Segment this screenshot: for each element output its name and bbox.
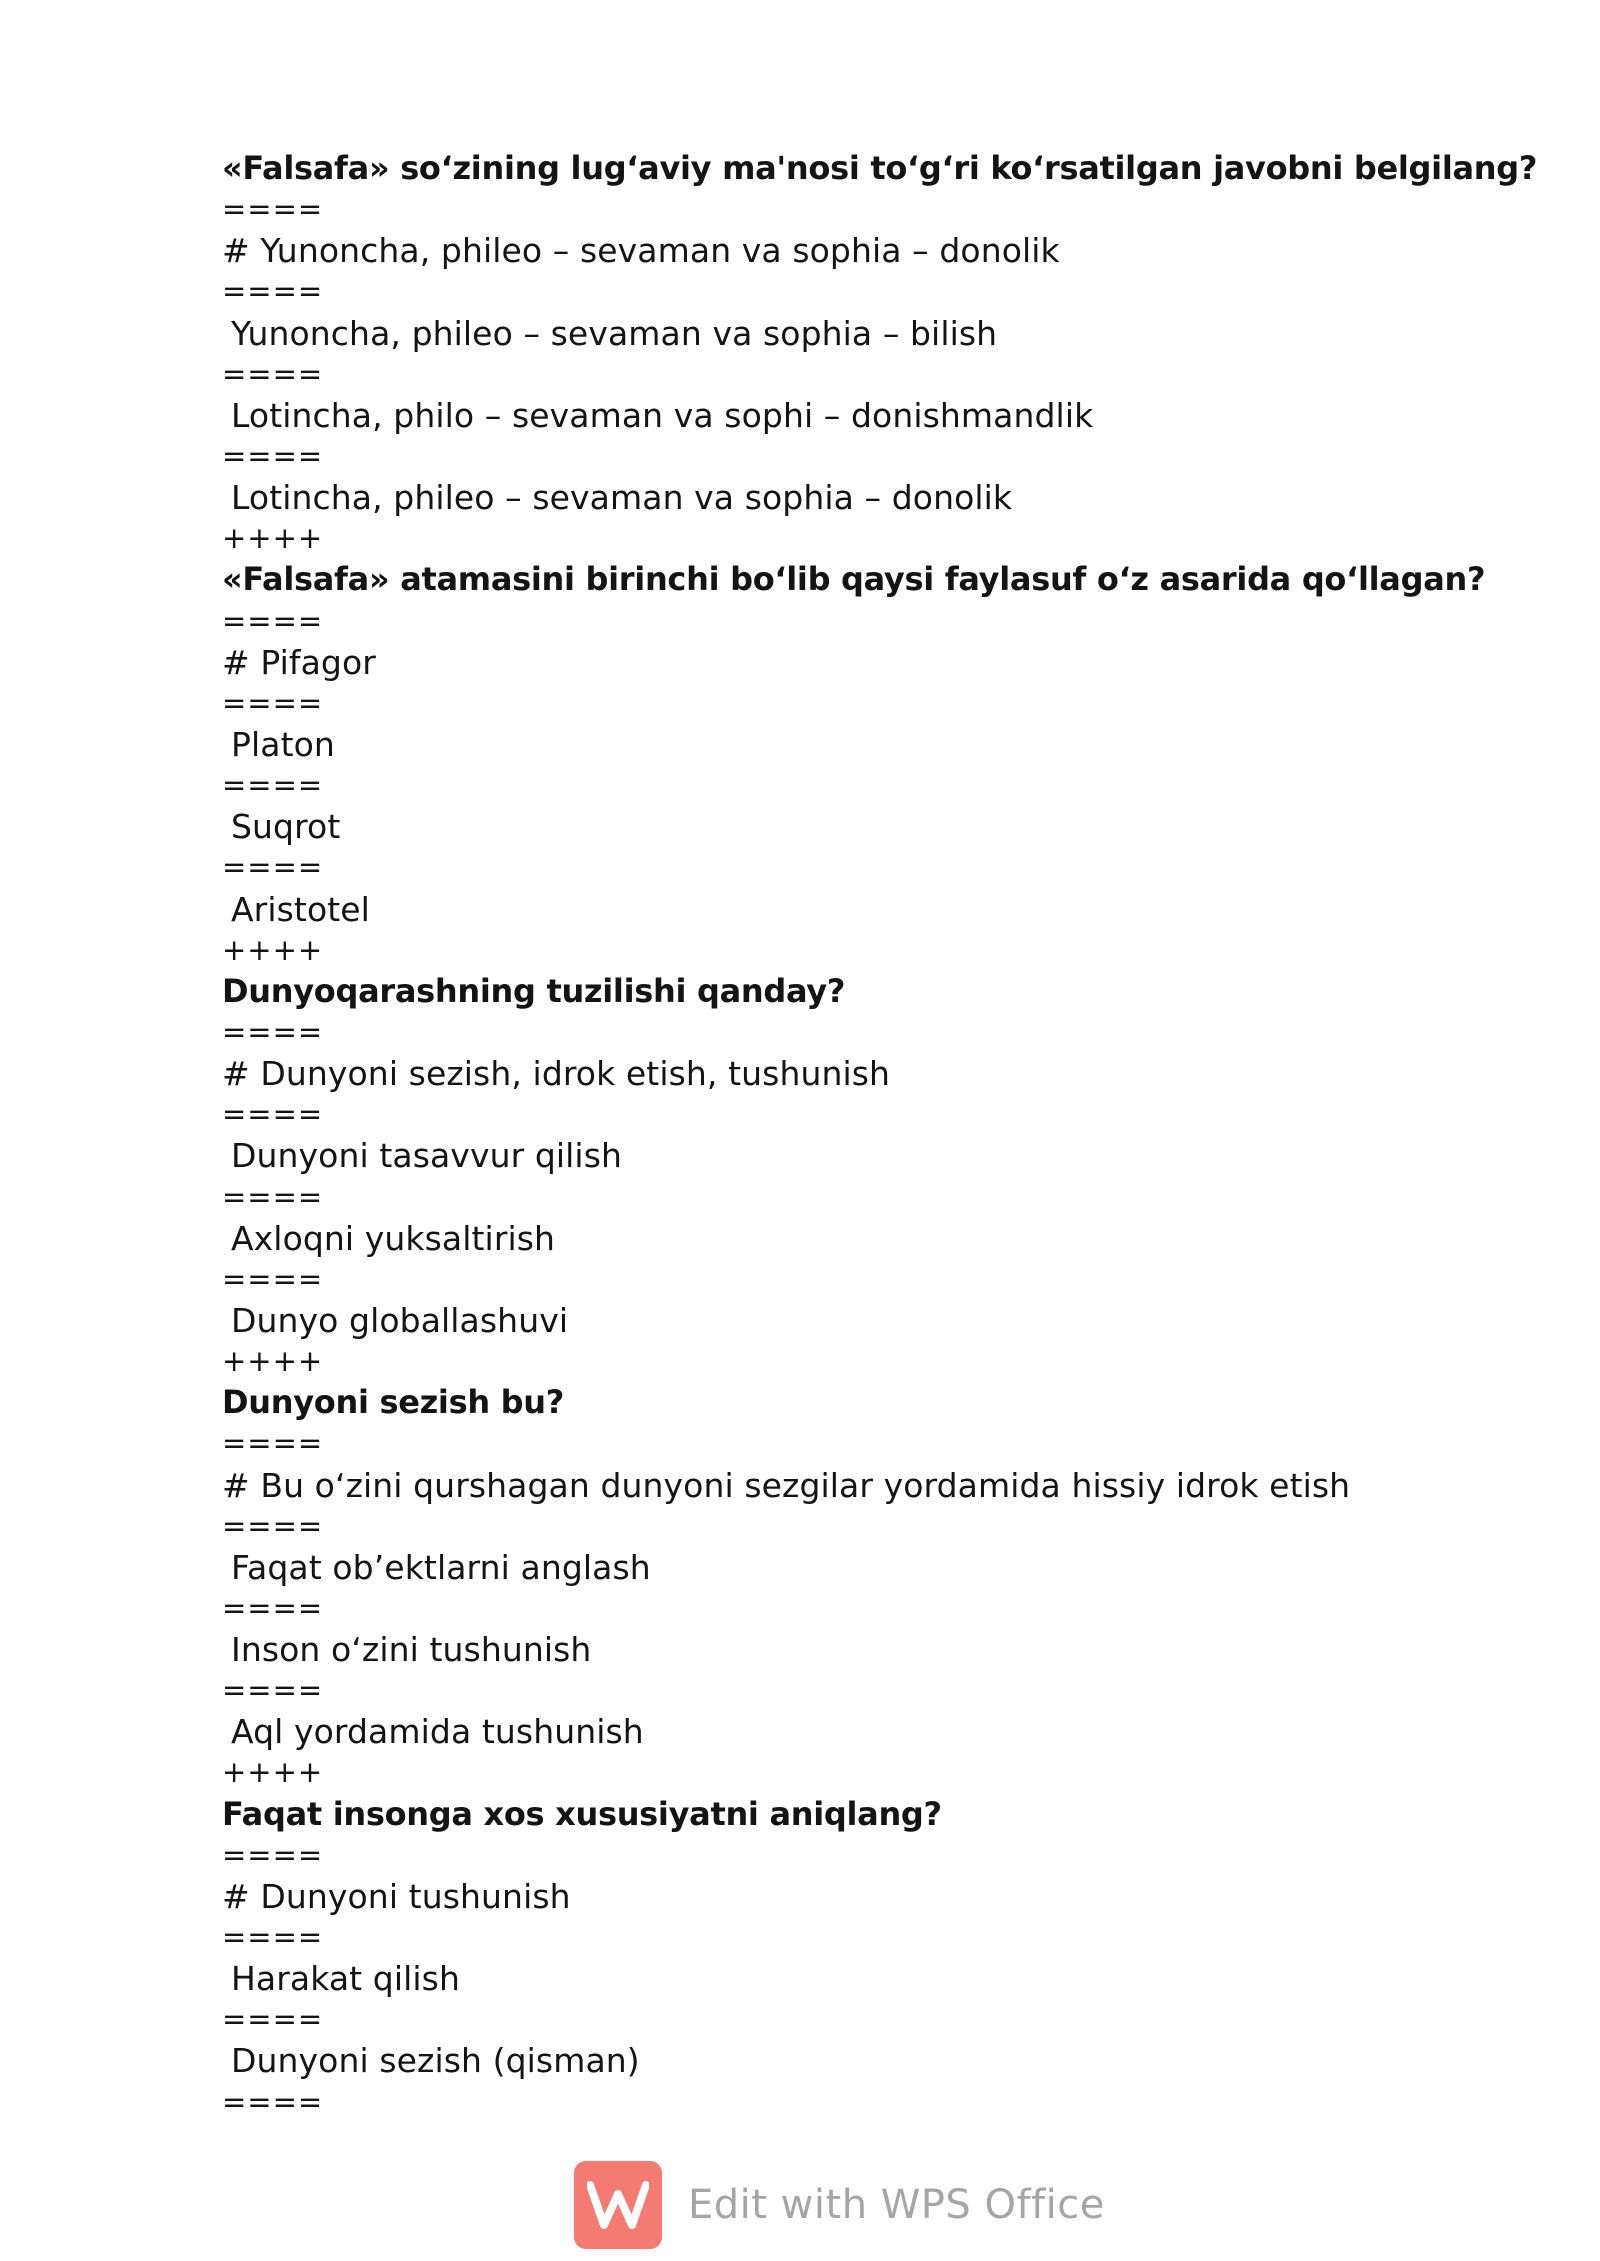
answer-separator: ==== xyxy=(222,2002,324,2037)
answer-option: Suqrot xyxy=(231,807,341,847)
answer-separator: ==== xyxy=(222,438,324,473)
answer-separator: ==== xyxy=(222,1920,324,1955)
correct-answer: # Pifagor xyxy=(222,642,376,682)
question-text: Faqat insonga xos xususiyatni aniqlang? xyxy=(222,1794,942,1833)
answer-separator: ==== xyxy=(222,1673,324,1708)
answer-option: Axloqni yuksaltirish xyxy=(231,1218,556,1258)
correct-answer: # Yunoncha, phileo – sevaman va sophia – donolik xyxy=(222,231,1060,271)
question-text: «Falsafa» atamasini birinchi bo‘lib qaysi faylasuf o‘z asarida qo‘llagan? xyxy=(222,560,1486,599)
answer-option: Platon xyxy=(231,724,335,764)
question-text: «Falsafa» so‘zining lug‘aviy ma'nosi to‘g‘ri ko‘rsatilgan javobni belgilang? xyxy=(222,149,1538,187)
question-text: Dunyoni sezish bu? xyxy=(222,1383,565,1422)
answer-option: Aristotel xyxy=(231,889,370,929)
answer-separator: ==== xyxy=(222,2084,324,2119)
question-separator: ++++ xyxy=(222,1755,324,1790)
answer-option: Dunyoni sezish (qisman) xyxy=(231,2041,640,2081)
question-text: Dunyoqarashning tuzilishi qanday? xyxy=(222,971,846,1010)
wps-w-glyph-icon xyxy=(587,2180,649,2230)
answer-separator: ==== xyxy=(222,1179,324,1214)
answer-option: Faqat ob’ektlarni anglash xyxy=(231,1547,651,1587)
answer-separator: ==== xyxy=(222,1426,324,1461)
answer-option: Dunyo globallashuvi xyxy=(231,1300,569,1340)
answer-separator: ==== xyxy=(222,850,324,885)
correct-answer: # Dunyoni sezish, idrok etish, tushunish xyxy=(222,1054,891,1094)
answer-option: Aql yordamida tushunish xyxy=(231,1712,644,1752)
answer-separator: ==== xyxy=(222,1014,324,1049)
answer-option: Inson o‘zini tushunish xyxy=(231,1630,592,1670)
answer-separator: ==== xyxy=(222,192,324,227)
wps-logo-icon xyxy=(574,2161,662,2249)
answer-separator: ==== xyxy=(222,768,324,803)
answer-option: Lotincha, philo – sevaman va sophi – donishmandlik xyxy=(231,395,1094,435)
question-separator: ++++ xyxy=(222,932,324,967)
answer-separator: ==== xyxy=(222,356,324,391)
answer-option: Harakat qilish xyxy=(231,1959,460,1999)
answer-option: Yunoncha, phileo – sevaman va sophia – bilish xyxy=(231,313,998,353)
answer-separator: ==== xyxy=(222,603,324,638)
answer-separator: ==== xyxy=(222,1097,324,1132)
correct-answer: # Bu o‘zini qurshagan dunyoni sezgilar yordamida hissiy idrok etish xyxy=(222,1465,1351,1505)
wps-watermark-text: Edit with WPS Office xyxy=(688,2182,1105,2228)
question-separator: ++++ xyxy=(222,521,324,556)
wps-watermark[interactable] xyxy=(574,2160,1105,2250)
document-body xyxy=(222,148,1538,2123)
answer-separator: ==== xyxy=(222,274,324,309)
answer-option: Lotincha, phileo – sevaman va sophia – donolik xyxy=(231,478,1013,518)
answer-separator: ==== xyxy=(222,1261,324,1296)
correct-answer: # Dunyoni tushunish xyxy=(222,1876,571,1916)
question-separator: ++++ xyxy=(222,1344,324,1379)
answer-option: Dunyoni tasavvur qilish xyxy=(231,1136,623,1176)
answer-separator: ==== xyxy=(222,685,324,720)
answer-separator: ==== xyxy=(222,1837,324,1872)
answer-separator: ==== xyxy=(222,1508,324,1543)
answer-separator: ==== xyxy=(222,1590,324,1625)
